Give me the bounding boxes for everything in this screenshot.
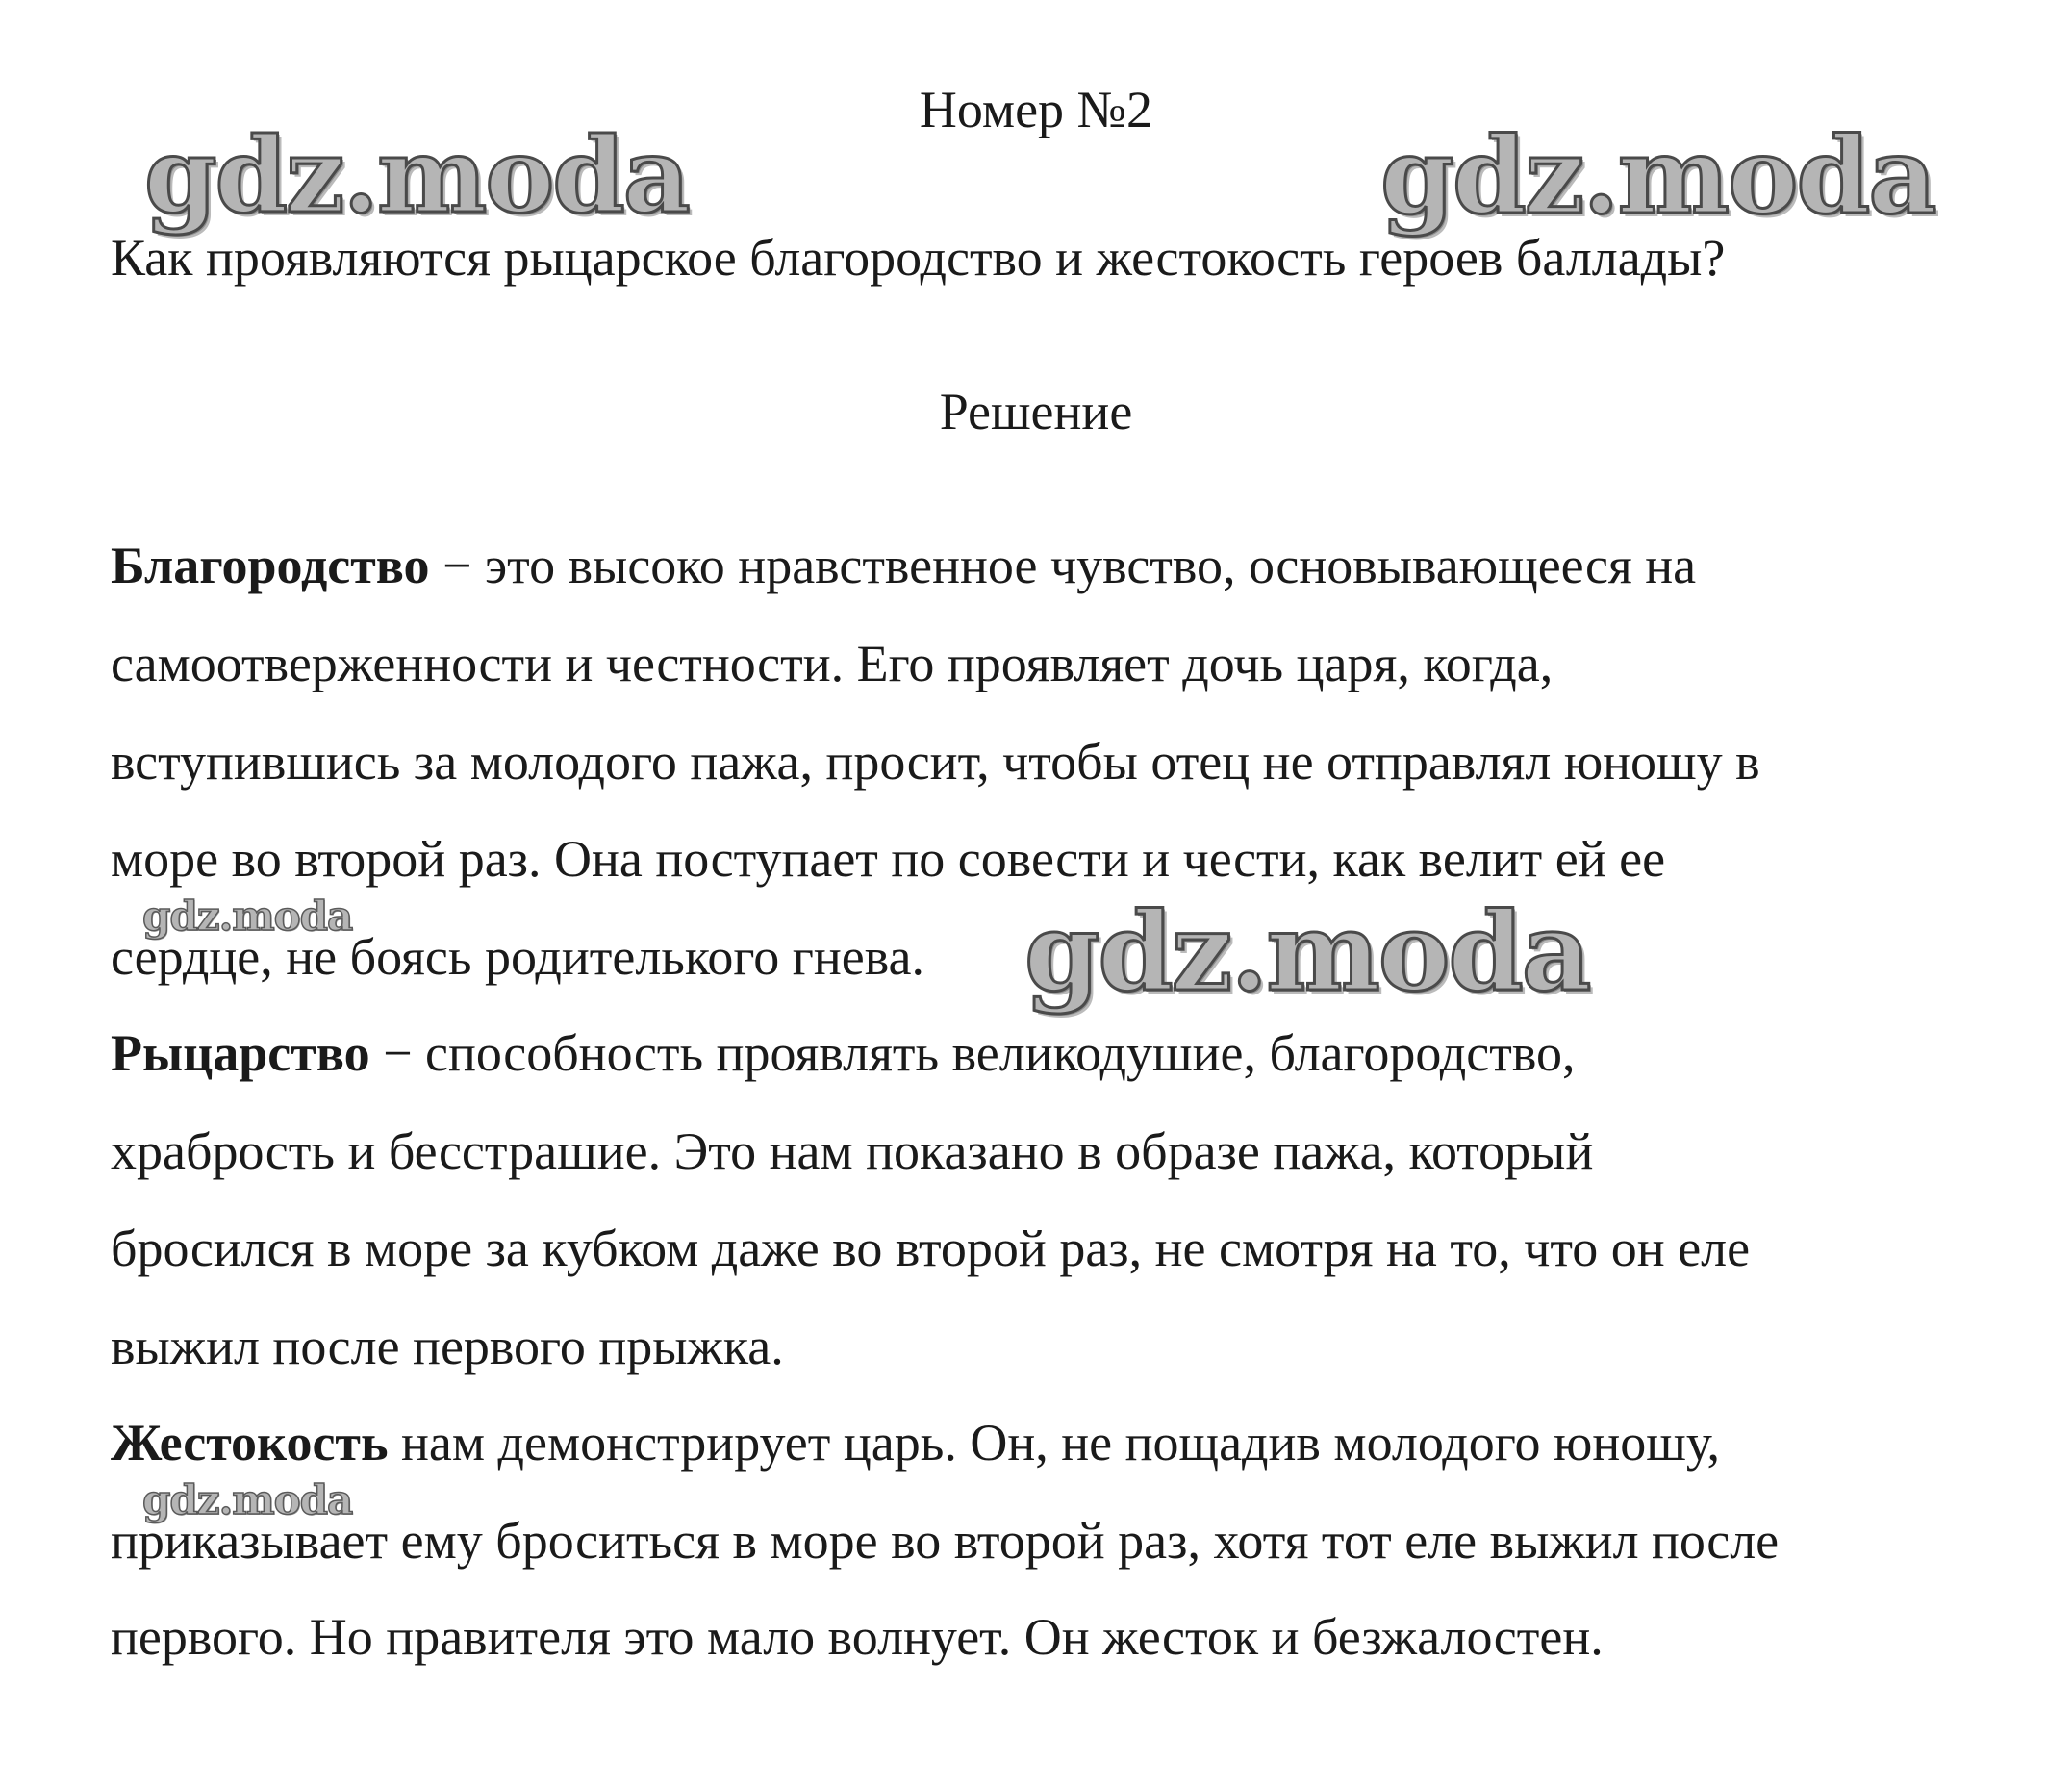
paragraph-nobility-line: море во второй раз. Она поступает по совести и чести, как велит ей ее (111, 830, 1666, 888)
term-cruelty: Жестокость (111, 1414, 389, 1472)
paragraph-chivalry-line: выжил после первого прыжка. (111, 1318, 784, 1375)
paragraph-cruelty-line (111, 1414, 1720, 1472)
watermark-logo: gdz.moda (1380, 113, 1935, 238)
term-nobility: Благородство (111, 537, 430, 594)
paragraph-chivalry-line: бросился в море за кубком даже во второй раз, не смотря на то, что он еле (111, 1220, 1751, 1277)
solution-label: Решение (939, 383, 1133, 440)
paragraph-cruelty-line: первого. Но правителя это мало волнует. Он жесток и безжалостен. (111, 1608, 1604, 1666)
paragraph-nobility-line: сердце, не боясь родителького гнева. (111, 928, 924, 986)
paragraph-chivalry-line: храбрость и бесстрашие. Это нам показано в образе пажа, который (111, 1122, 1594, 1180)
watermark-logo: gdz.moda (142, 1476, 353, 1523)
task-number-title: Номер №2 (919, 81, 1153, 138)
paragraph-nobility-line: вступившись за молодого пажа, просит, чтобы отец не отправлял юношу в (111, 733, 1760, 791)
paragraph-text: нам демонстрирует царь. Он, не пощадив молодого юношу, (388, 1414, 1720, 1472)
paragraph-chivalry-line (111, 1024, 1575, 1082)
watermark-logo: gdz.moda (1024, 890, 1590, 1016)
paragraph-text: − это высоко нравственное чувство, основывающееся на (429, 537, 1697, 594)
watermark-logo: gdz.moda (142, 893, 353, 940)
paragraph-nobility-line: самоотверженности и честности. Его проявляет дочь царя, когда, (111, 635, 1554, 692)
term-chivalry: Рыцарство (111, 1024, 370, 1082)
watermark-logo: gdz.moda (144, 115, 689, 237)
question-text: Как проявляются рыцарское благородство и жестокость героев баллады? (111, 229, 1726, 287)
paragraph-cruelty-line: приказывает ему броситься в море во второй раз, хотя тот еле выжил после (111, 1512, 1780, 1570)
paragraph-nobility-line (111, 537, 1696, 594)
paragraph-text: − способность проявлять великодушие, благородство, (369, 1024, 1576, 1082)
